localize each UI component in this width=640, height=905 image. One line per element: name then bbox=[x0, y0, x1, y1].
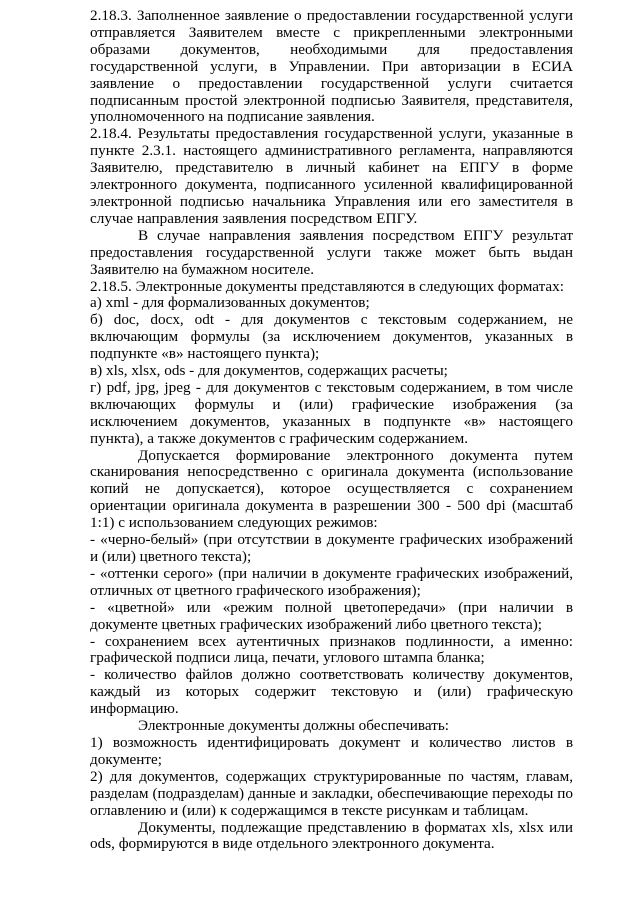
list-item-g: г) pdf, jpg, jpeg - для документов с текстовым содержанием, в том числе включающих формулы и (или) графические изображения (за исключением документов, указанных в подпункте «в» настоящего пункта), а также документов с графическим содержанием. bbox=[90, 378, 573, 447]
paragraph-scanning: Допускается формирование электронного документа путем сканирования непосредственно с оригинала документа (использование копий не допускается), которое осуществляется с сохранением ориентации оригинала документа в разрешении 300 - 500 dpi (масштаб 1:1) с использованием следующих режимов: bbox=[90, 446, 573, 532]
requirement-1: 1) возможность идентифицировать документ и количество листов в документе; bbox=[90, 733, 573, 768]
paragraph-2-18-4: 2.18.4. Результаты предоставления государственной услуги, указанные в пункте 2.3.1. настоящего административного регламента, направляются Заявителю, представителю в личный кабинет на ЕПГУ в форме электронного документа, подписанного усиленной квалифицированной электронной подписью начальника Управления или его заместителя в случае направления заявления посредством ЕПГУ. bbox=[90, 125, 573, 227]
mode-black-white: - «черно-белый» (при отсутствии в документе графических изображений и (или) цветного текста); bbox=[90, 531, 573, 565]
mode-authenticity: - сохранением всех аутентичных признаков подлинности, а именно: графической подписи лица, печати, углового штампа бланка; bbox=[90, 632, 573, 667]
list-item-v: в) xls, xlsx, ods - для документов, содержащих расчеты; bbox=[90, 362, 448, 380]
list-item-b: б) doc, docx, odt - для документов с текстовым содержанием, не включающим формулы (за исключением документов, указанных в подпункте «в» настоящего пункта); bbox=[90, 311, 573, 363]
paragraph-2-18-5: 2.18.5. Электронные документы представляются в следующих форматах: bbox=[90, 277, 564, 295]
document-page bbox=[90, 8, 573, 853]
list-item-a: а) xml - для формализованных документов; bbox=[90, 294, 370, 312]
paragraph-2-18-3: 2.18.3. Заполненное заявление о предоставлении государственной услуги отправляется Заявителем вместе с прикрепленными электронными образами документов, необходимыми для предоставления государственной услуги, в Управлении. При авторизации в ЕСИА заявление о предоставлении государственной услуги считается подписанным простой электронной подписью Заявителя, представителя, уполномоченного на подписание заявления. bbox=[90, 7, 573, 126]
paragraph-requirements-intro: Электронные документы должны обеспечивать: bbox=[138, 717, 449, 735]
requirement-2: 2) для документов, содержащих структурированные по частям, главам, разделам (подразделам) данные и закладки, обеспечивающие переходы по оглавлению и (или) к содержащимся в тексте рисункам и таблицам. bbox=[90, 767, 573, 819]
paragraph-spreadsheets: Документы, подлежащие представлению в форматах xls, xlsx или ods, формируются в виде отдельного электронного документа. bbox=[90, 818, 573, 853]
mode-color: - «цветной» или «режим полной цветопередачи» (при наличии в документе цветных графических изображений либо цветного текста); bbox=[90, 598, 573, 633]
mode-grayscale: - «оттенки серого» (при наличии в документе графических изображений, отличных от цветного графического изображения); bbox=[90, 564, 573, 599]
paragraph-paper-result: В случае направления заявления посредством ЕПГУ результат предоставления государственной услуги также может быть выдан Заявителю на бумажном носителе. bbox=[90, 226, 573, 278]
mode-file-count: - количество файлов должно соответствовать количеству документов, каждый из которых содержит текстовую и (или) графическую информацию. bbox=[90, 666, 573, 718]
